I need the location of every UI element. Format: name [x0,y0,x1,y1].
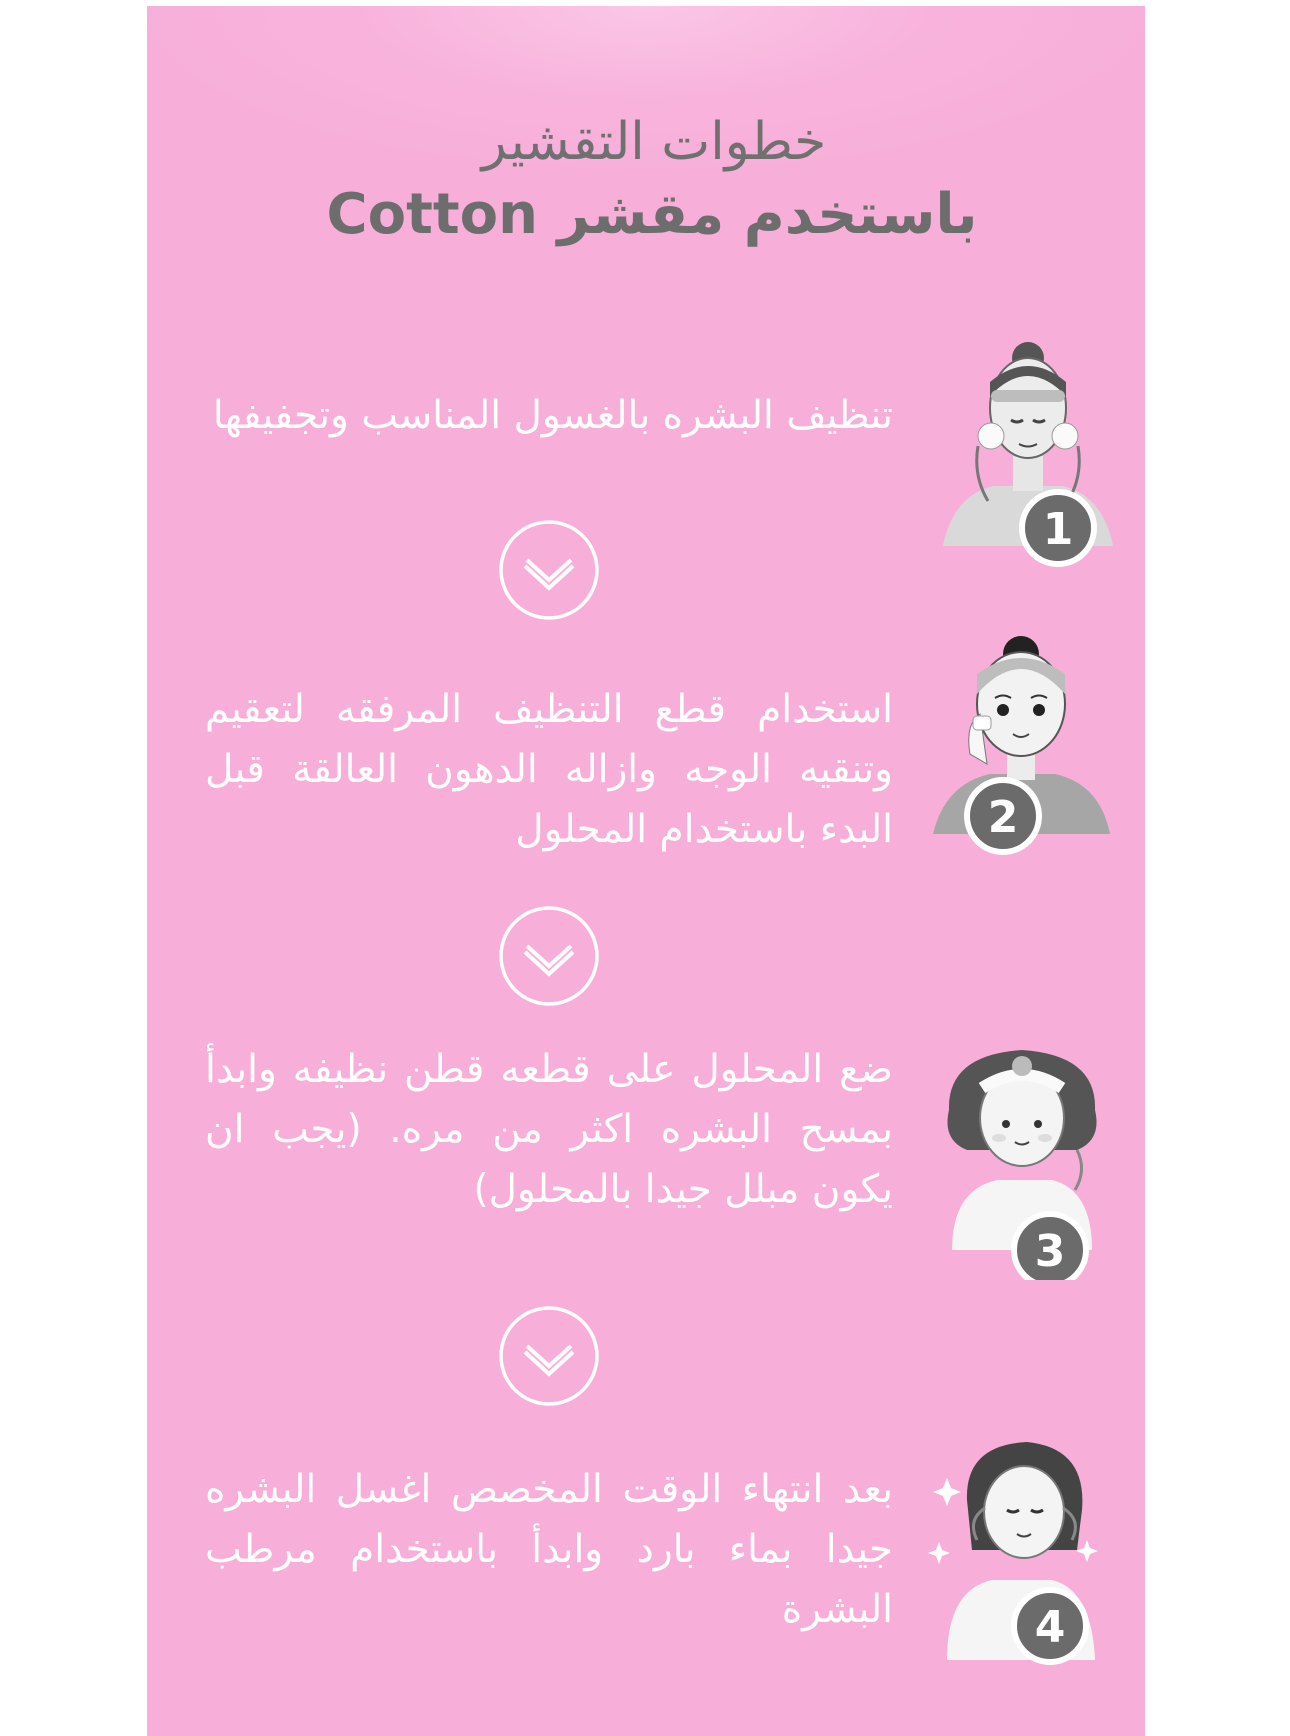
step-4-text: بعد انتهاء الوقت المخصص اغسل البشره جيدا بماء بارد وابدأ باستخدام مرطب البشرة [205,1467,893,1632]
woman-applying-cotton-pad-icon [927,1040,1117,1280]
step-4-illustration [927,1430,1117,1670]
step-1-text: تنظيف البشره بالغسول المناسب وتجفيفها [212,393,893,438]
svg-text:1: 1 [1042,504,1074,555]
arrow-2 [497,904,601,1008]
svg-text:2: 2 [987,792,1019,843]
step-2-text: استخدام قطع التنظيف المرفقه لتعقيم وتنقيه الوجه وازاله الدهون العالقة قبل البدء باستخدام المحلول [205,687,893,852]
svg-text:3: 3 [1034,1226,1066,1277]
woman-glowing-skin-icon [927,1430,1117,1670]
step-3-text: ضع المحلول على قطعه قطن نظيفه وابدأ بمسح البشره اكثر من مره. (يجب ان يكون مبلل جيدا بالمحلول) [205,1047,893,1212]
arrow-1 [497,518,601,622]
arrow-3 [497,1304,601,1408]
infographic-panel [147,6,1145,1736]
step-3-illustration [927,1040,1117,1280]
chevron-down-circle-icon [497,904,601,1008]
title-line-2: باستخدم مقشر Cotton [326,182,978,247]
chevron-down-circle-icon [497,1304,601,1408]
woman-washing-face-icon [933,336,1123,576]
step-1-illustration [933,336,1123,576]
title-line-1: خطوات التقشير [481,112,827,172]
svg-text:4: 4 [1034,1602,1066,1653]
chevron-down-circle-icon [497,518,601,622]
woman-wiping-cheek-icon [925,634,1115,874]
step-2-illustration [925,634,1115,874]
